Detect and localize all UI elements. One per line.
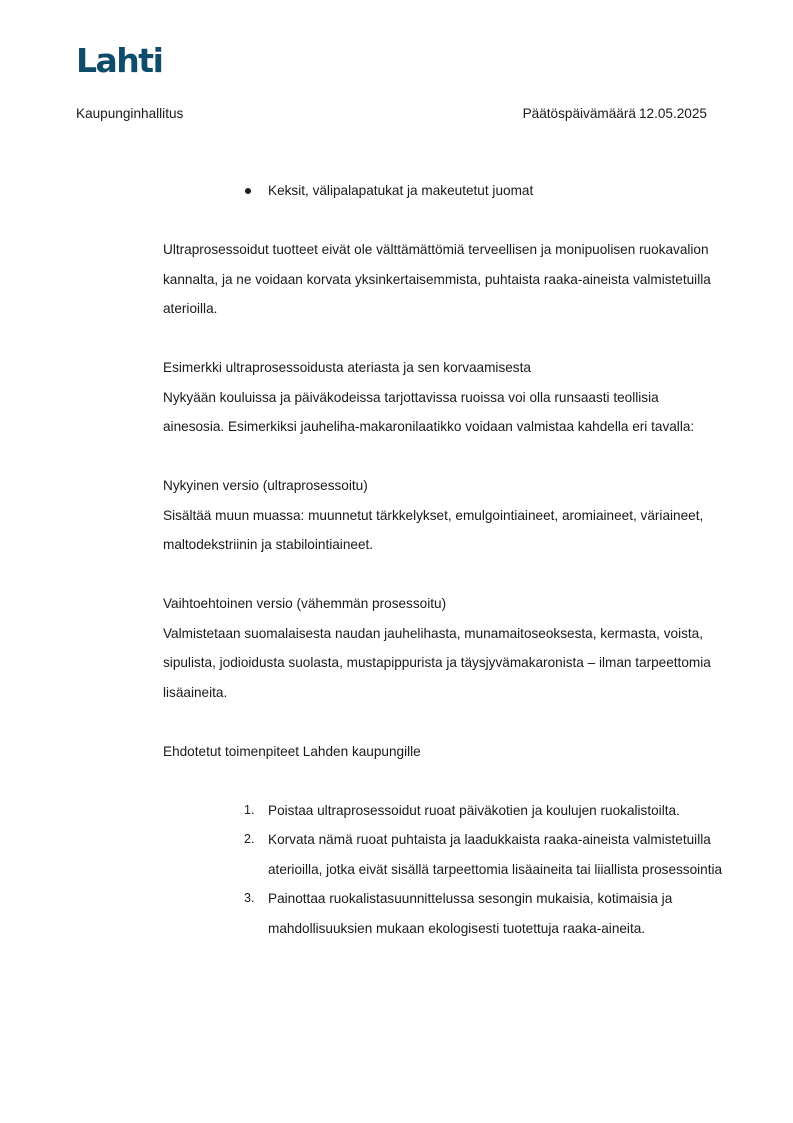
list-item-text: Korvata nämä ruoat puhtaista ja laadukkaista raaka-aineista valmistetuilla aterioilla, jotka eivät sisällä tarpeettomia lisäaineita tai liiallista prosessointia [268,832,723,877]
header-organization: Kaupunginhallitus [76,106,184,121]
list-item-number: 3. [244,891,255,905]
alternative-version-paragraph: Valmistetaan suomalaisesta naudan jauhelihasta, munamaitoseoksesta, kermasta, voista, sipulista, jodioidusta suolasta, mustapippurista ja täysjyvämakaronista – ilman tarpeettomia lisäaineita. [163,625,711,700]
decision-date-label: Päätöspäivämäärä [522,106,636,121]
header-decision-date [523,106,707,121]
decision-date-value: 12.05.2025 [638,106,707,121]
alternative-version-heading: Vaihtoehtoinen versio (vähemmän prosessoitu) [163,596,447,611]
proposals-heading: Ehdotetut toimenpiteet Lahden kaupungille [163,743,421,759]
list-item-text: Poistaa ultraprosessoidut ruoat päiväkotien ja koulujen ruokalistoilta. [268,802,680,818]
document-body [163,176,723,943]
list-item [244,825,723,884]
list-item-text: Painottaa ruokalistasuunnittelussa sesongin mukaisia, kotimaisia ja mahdollisuuksien mukaan ekologisesti tuotettuja raaka-aineita. [268,891,673,936]
list-item [244,884,723,943]
list-item [244,796,723,826]
example-heading: Esimerkki ultraprosessoidusta ateriasta ja sen korvaamisesta [163,360,531,375]
list-item-number: 2. [244,832,255,846]
lahti-logo: Lahti [76,41,163,80]
bullet-item: Keksit, välipalapatukat ja makeutetut juomat [163,176,723,206]
current-version-paragraph: Sisältää muun muassa: muunnetut tärkkelykset, emulgointiaineet, aromiaineet, väriaineet, maltodekstriinin ja stabilointiaineet. [163,507,704,552]
proposals-list [163,796,723,944]
example-paragraph: Nykyään kouluissa ja päiväkodeissa tarjottavissa ruoissa voi olla runsaasti teollisia ainesosia. Esimerkiksi jauheliha-makaronilaatikko voidaan valmistaa kahdella eri tavalla: [163,389,695,434]
list-item-number: 1. [244,802,255,817]
intro-paragraph: Ultraprosessoidut tuotteet eivät ole välttämättömiä terveellisen ja monipuolisen ruokavalion kannalta, ja ne voidaan korvata yksinkertaisemmista, puhtaista raaka-aineista valmistetuilla aterioilla. [163,242,711,316]
current-version-heading: Nykyinen versio (ultraprosessoitu) [163,478,368,493]
